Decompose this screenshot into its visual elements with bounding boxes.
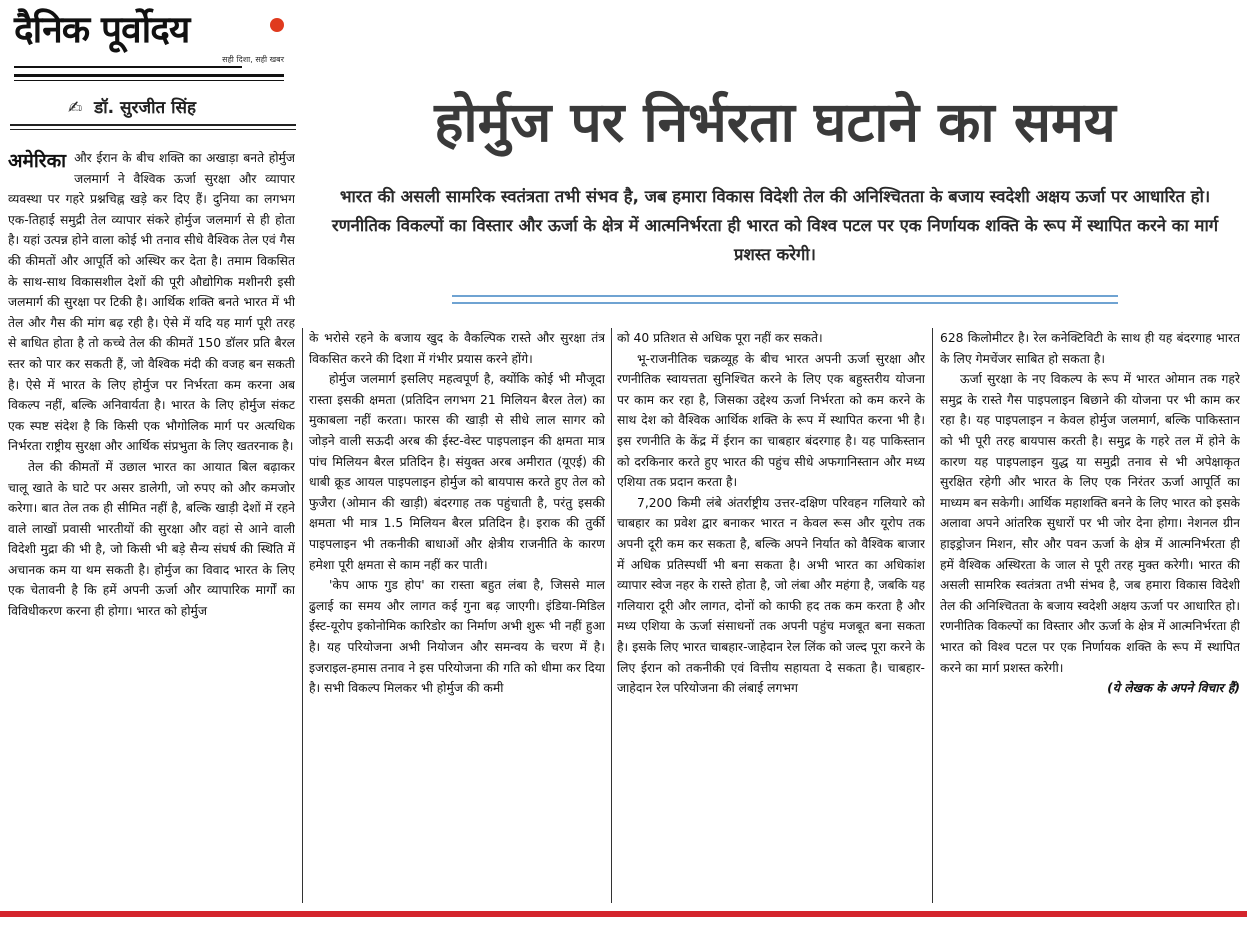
masthead-tagline: सही दिशा, सही खबर: [222, 55, 284, 64]
author-name: डॉ. सुरजीत सिंह: [94, 98, 197, 118]
paragraph: 628 किलोमीटर है। रेल कनेक्टिविटी के साथ ही यह बंदरगाह भारत के लिए गेमचेंजर साबित हो सकता है।: [940, 331, 1240, 366]
lead-word: अमेरिका: [8, 150, 67, 172]
column-divider: [302, 328, 303, 903]
disclaimer: (ये लेखक के अपने विचार हैं): [1107, 681, 1240, 696]
paragraph: को 40 प्रतिशत से अधिक पूरा नहीं कर सकते।: [617, 331, 823, 345]
standfirst-rule: [452, 295, 1118, 297]
paragraph: 'केप आफ गुड होप' का रास्ता बहुत लंबा है, जिससे माल ढुलाई का समय और लागत कई गुना बढ़ जाएगी। इंडिया-मिडिल ईस्ट-यूरोप इकोनोमिक कारिडोर का निर्माण अभी शुरू भी नहीं हुआ है। यह परियोजना अभी नियोजन और समन्वय के चरण में है। इजराइल-हमास तनाव ने इस परियोजना की गति को धीमा कर दिया है। सभी विकल्प मिलकर भी होर्मुज की कमी: [309, 578, 605, 696]
column-divider: [932, 328, 933, 903]
standfirst-rule-2: [452, 302, 1118, 304]
article-column-2: [309, 328, 605, 900]
byline: [68, 95, 196, 118]
masthead-rule: [14, 66, 242, 68]
paragraph: के भरोसे रहने के बजाय खुद के वैकल्पिक रास्ते और सुरक्षा तंत्र विकसित करने की दिशा में गंभीर प्रयास करने होंगे।: [309, 331, 605, 366]
paragraph: भू-राजनीतिक चक्रव्यूह के बीच भारत अपनी ऊर्जा सुरक्षा और रणनीतिक स्वायत्तता सुनिश्चित करने के लिए एक बहुस्तरीय योजना पर काम कर रहा है, जिसका उद्देश्य ऊर्जा निर्भरता को कम करने के साथ देश को वैश्विक आर्थिक शक्ति के रूप में स्थापित करना भी है। इस रणनीति के केंद्र में ईरान का चाबहार बंदरगाह है। यह पाकिस्तान को दरकिनार करते हुए भारत की पहुंच सीधे अफगानिस्तान और मध्य एशिया तक प्रदान करता है।: [617, 351, 925, 490]
masthead: [14, 8, 284, 84]
masthead-name: दैनिक पूर्वोदय: [14, 8, 190, 51]
paragraph: तेल की कीमतों में उछाल भारत का आयात बिल बढ़ाकर चालू खाते के घाटे पर असर डालेगी, जो रुपए को और कमजोर करेगा। बात तेल तक ही सीमित नहीं है, बल्कि खाड़ी देशों में रहने वाले लाखों प्रवासी भारतीयों की सुरक्षा और वहां से आने वाली विदेशी मुद्रा की भी है, जो किसी भी बड़े सैन्य संघर्ष की स्थिति में अचानक कम या थम सकती है। होर्मुज का विवाद भारत के लिए एक चेतावनी है कि हमें अपनी ऊर्जा और व्यापारिक मार्गों का विविधीकरण करना ही होगा। भारत को होर्मुज: [8, 459, 295, 619]
article-column-3: [617, 328, 925, 900]
paragraph: होर्मुज जलमार्ग इसलिए महत्वपूर्ण है, क्योंकि कोई भी मौजूदा रास्ता इसकी क्षमता (प्रतिदिन लगभग 21 मिलियन बैरल तेल) का मुकाबला नहीं करता। फारस की खाड़ी से सीधे लाल सागर को जोड़ने वाली सऊदी अरब की ईस्ट-वेस्ट पाइपलाइन की क्षमता मात्र पांच मिलियन बैरल प्रतिदिन है। संयुक्त अरब अमीरात (यूएई) की धाबी क्रूड आयल पाइपलाइन होर्मुज को बायपास करते हुए तेल को फुजैरा (ओमान की खाड़ी) बंदरगाह तक पहुंचाती है, परंतु इसकी क्षमता भी मात्र 1.5 मिलियन बैरल प्रतिदिन है। इराक की तुर्की पाइपलाइन भी तकनीकी बाधाओं और क्षेत्रीय राजनीति के कारण हमेशा पूरी क्षमता से काम नहीं कर पाती।: [309, 372, 605, 572]
headline: होर्मुज पर निर्भरता घटाने का समय: [434, 90, 1116, 154]
masthead-rule-thick: [14, 74, 284, 77]
article-column-1: [8, 148, 295, 898]
byline-rule-thin: [10, 129, 296, 130]
paragraph: ऊर्जा सुरक्षा के नए विकल्प के रूप में भारत ओमान तक गहरे समुद्र के रास्ते गैस पाइपलाइन बिछाने की योजना पर भी काम कर रहा है। यह पाइपलाइन न केवल होर्मुज जलमार्ग, बल्कि पाकिस्तान को भी पूरी तरह बायपास करती है। समुद्र के गहरे तल में होने के कारण यह पाइपलाइन युद्ध या समुद्री तनाव से भी अपेक्षाकृत सुरक्षित रहेगी और भारत के लिए एक निरंतर ऊर्जा आपूर्ति का माध्यम बन सकेगी। आर्थिक महाशक्ति बनने के लिए भारत को इसके अलावा अपने आंतरिक सुधारों पर भी जोर देना होगा। नेशनल ग्रीन हाइड्रोजन मिशन, सौर और पवन ऊर्जा के क्षेत्र में आत्मनिर्भरता ही हमें वैश्विक अस्थिरता के जाल से पूरी तरह मुक्त करेगी। भारत की असली सामरिक स्वतंत्रता तभी संभव है, जब हमारा विकास विदेशी तेल की अनिश्चितता के बजाय स्वदेशी अक्षय ऊर्जा पर आधारित हो। रणनीतिक विकल्पों का विस्तार और ऊर्जा के क्षेत्र में आत्मनिर्भरता ही भारत को विश्व पटल पर एक निर्णायक शक्ति के रूप में स्थापित करने का मार्ग प्रशस्त करेगी।: [940, 372, 1240, 675]
pen-icon: ✍: [68, 98, 83, 118]
paragraph: 7,200 किमी लंबे अंतर्राष्ट्रीय उत्तर-दक्षिण परिवहन गलियारे को चाबहार का प्रवेश द्वार बनाकर भारत न केवल रूस और यूरोप तक अपनी दूरी कम कर सकता है, बल्कि अपने निर्यात को वैश्विक बाजार में अधिक प्रतिस्पर्धी भी बना सकता है। अभी भारत का अधिकांश व्यापार स्वेज नहर के रास्ते होता है, जो लंबा और महंगा है, जबकि यह गलियारा दूरी और लागत, दोनों को काफी हद तक कम करता है और मध्य एशिया के ऊर्जा संसाधनों तक अपनी पहुंच मजबूत बना सकता है। इसके लिए भारत चाबहार-जाहेदान रेल लिंक को जल्द पूरा करने के लिए ईरान को तकनीकी एवं वित्तीय सहायता दे सकता है। चाबहार-जाहेदान रेल परियोजना की लंबाई लगभग: [617, 495, 925, 696]
masthead-rule-thin: [14, 80, 284, 81]
standfirst: भारत की असली सामरिक स्वतंत्रता तभी संभव है, जब हमारा विकास विदेशी तेल की अनिश्चितता के बजाय स्वदेशी अक्षय ऊर्जा पर आधारित हो। रणनीतिक विकल्पों का विस्तार और ऊर्जा के क्षेत्र में आत्मनिर्भरता ही भारत को विश्व पटल पर एक निर्णायक शक्ति के रूप में स्थापित करने का मार्ग प्रशस्त करेगी।: [331, 187, 1219, 264]
masthead-logo-dot: [270, 18, 284, 32]
column-divider: [611, 328, 612, 903]
byline-rule: [10, 124, 296, 126]
paragraph: और ईरान के बीच शक्ति का अखाड़ा बनते होर्मुज जलमार्ग ने वैश्विक ऊर्जा सुरक्षा और व्यापार व्यवस्था पर गहरे प्रश्नचिह्न खड़े कर दिए हैं। दुनिया का लगभग एक-तिहाई समुद्री तेल व्यापार संकरे होर्मुज जलमार्ग से ही होता है। यहां उत्पन्न होने वाला कोई भी तनाव सीधे वैश्विक तेल एवं गैस की कीमतों और आपूर्ति को अस्थिर कर देता है। तमाम विकसित के साथ-साथ विकासशील देशों की पूरी औद्योगिक मशीनरी इसी जलमार्ग की सुरक्षा पर टिकी है। आर्थिक शक्ति बनते भारत में भी तेल और गैस की मांग बढ़ रही है। ऐसे में यदि यह मार्ग पूरी तरह से बाधित होता है तो कच्चे तेल की कीमतें 150 डॉलर प्रति बैरल स्तर को पार कर सकती हैं, जो वैश्विक मंदी की वजह बन सकती है। ऐसे में भारत के लिए होर्मुज पर निर्भरता कम करना अब विकल्प नहीं, बल्कि अनिवार्यता है। भारत के लिए होर्मुज संकट एक स्पष्ट संदेश है कि किसी एक भौगोलिक मार्ग पर अत्यधिक निर्भरता राष्ट्रीय सुरक्षा और आर्थिक संप्रभुता के लिए खतरनाक है।: [8, 151, 295, 454]
bottom-accent-bar: [0, 911, 1247, 917]
article-column-4: [940, 328, 1240, 900]
